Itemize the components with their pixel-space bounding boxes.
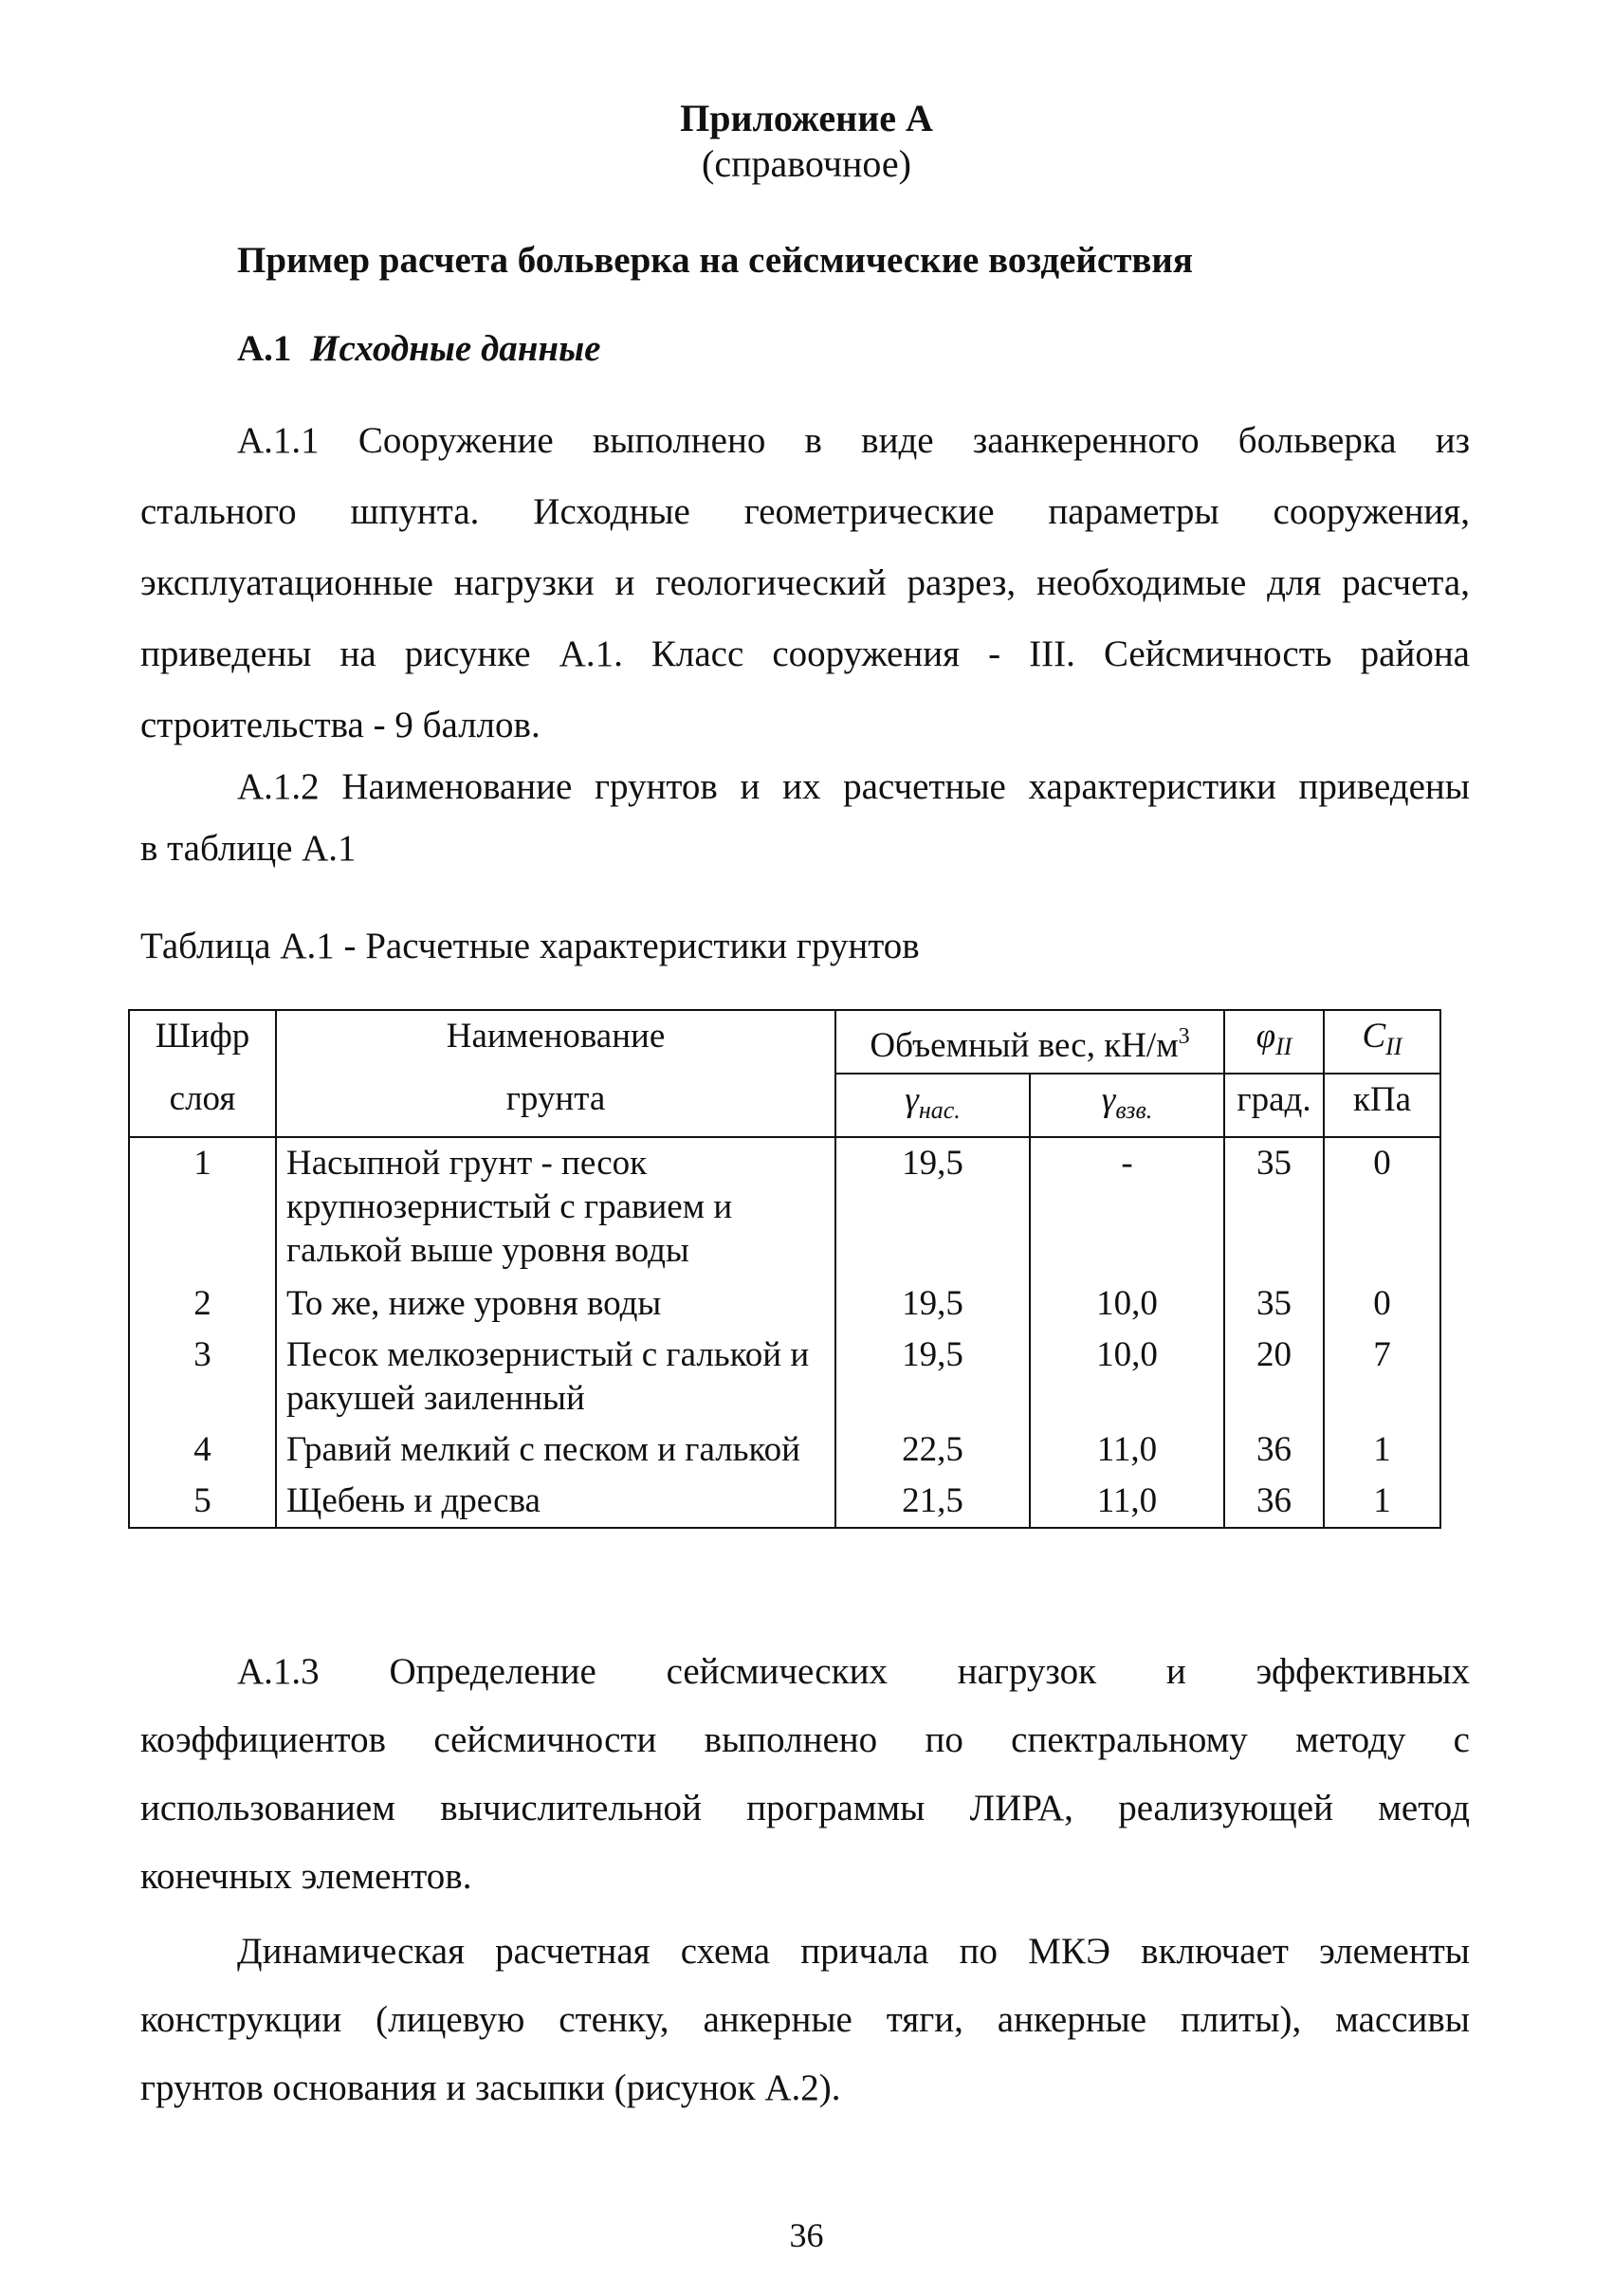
section-title: Исходные данные: [310, 328, 601, 369]
gamma-symbol: γ: [905, 1080, 919, 1119]
paragraph-a-1-1: [140, 417, 1470, 749]
cell-c: 1: [1324, 1476, 1440, 1528]
cell-c: 7: [1324, 1330, 1440, 1424]
superscript: 3: [1178, 1024, 1190, 1049]
cell-phi: 36: [1224, 1424, 1324, 1476]
header-text: Наименование: [446, 1017, 666, 1056]
cell-code: 1: [129, 1137, 276, 1278]
text-line: использованием вычислительной программы ЛИРА, реализующей метод: [140, 1788, 1470, 1828]
cell-name: Гравий мелкий с песком и галькой: [276, 1424, 835, 1476]
subscript: II: [1385, 1033, 1402, 1060]
cell-gamma-sus: -: [1030, 1137, 1224, 1278]
text-line: в таблице А.1: [140, 828, 357, 869]
paragraph-a-1-3: [140, 1648, 1470, 1901]
text-line: стального шпунта. Исходные геометрические параметры сооружения,: [140, 491, 1470, 532]
section-number: А.1: [237, 328, 292, 369]
text-line: грунтов основания и засыпки (рисунок А.2).: [140, 2067, 841, 2108]
cell-name: То же, ниже уровня воды: [276, 1278, 835, 1330]
text-line: строительства - 9 баллов.: [140, 705, 541, 745]
header-c: [1324, 1010, 1440, 1074]
cell-gamma-sat: 19,5: [835, 1330, 1030, 1424]
cell-phi: 35: [1224, 1278, 1324, 1330]
table-row: [129, 1424, 1440, 1476]
cell-c: 1: [1324, 1424, 1440, 1476]
text-line: А.1.3 Определение сейсмических нагрузок и эффективных: [237, 1651, 1470, 1692]
cell-gamma-sus: 11,0: [1030, 1476, 1224, 1528]
paragraph-dynamic-scheme: [140, 1928, 1470, 2112]
header-phi-unit: град.: [1224, 1074, 1324, 1137]
header-c-unit: кПа: [1324, 1074, 1440, 1137]
header-text: слоя: [169, 1079, 236, 1118]
c-symbol: C: [1362, 1017, 1386, 1056]
cell-c: 0: [1324, 1278, 1440, 1330]
document-heading: Пример расчета больверка на сейсмические воздействия: [237, 240, 1193, 281]
appendix-title: Приложение А: [680, 97, 933, 139]
text-line: эксплуатационные нагрузки и геологический разрез, необходимые для расчета,: [140, 562, 1470, 603]
text-line: приведены на рисунке А.1. Класс сооружения - III. Сейсмичность района: [140, 634, 1470, 674]
cell-gamma-sat: 19,5: [835, 1137, 1030, 1278]
text-line: А.1.1 Сооружение выполнено в виде заанкеренного больверка из: [237, 420, 1470, 461]
cell-code: 4: [129, 1424, 276, 1476]
text-line: А.1.2 Наименование грунтов и их расчетные характеристики приведены: [237, 766, 1470, 807]
section-heading: [237, 325, 600, 373]
table-row: [129, 1278, 1440, 1330]
header-text: Объемный вес, кН/м: [870, 1026, 1179, 1065]
header-soil-name: [276, 1010, 835, 1137]
cell-phi: 20: [1224, 1330, 1324, 1424]
header-text: грунта: [505, 1079, 606, 1118]
cell-phi: 36: [1224, 1476, 1324, 1528]
cell-gamma-sus: 10,0: [1030, 1278, 1224, 1330]
text-line: конечных элементов.: [140, 1856, 472, 1897]
header-gamma-sus: [1030, 1074, 1224, 1137]
subscript: взв.: [1115, 1096, 1153, 1124]
subscript: II: [1275, 1033, 1292, 1060]
cell-code: 3: [129, 1330, 276, 1424]
table-caption: Таблица А.1 - Расчетные характеристики грунтов: [140, 926, 920, 966]
header-unit-weight: [835, 1010, 1224, 1074]
cell-gamma-sus: 11,0: [1030, 1424, 1224, 1476]
cell-gamma-sat: 22,5: [835, 1424, 1030, 1476]
table-row: [129, 1137, 1440, 1278]
phi-symbol: φ: [1256, 1017, 1276, 1056]
text-line: Динамическая расчетная схема причала по МКЭ включает элементы: [237, 1931, 1470, 1972]
header-phi: [1224, 1010, 1324, 1074]
page-number: 36: [789, 2216, 824, 2254]
table-row: [129, 1476, 1440, 1528]
cell-phi: 35: [1224, 1137, 1324, 1278]
cell-code: 5: [129, 1476, 276, 1528]
text-line: конструкции (лицевую стенку, анкерные тяги, анкерные плиты), массивы: [140, 1999, 1470, 2040]
gamma-symbol: γ: [1101, 1080, 1116, 1119]
appendix-subtitle: (справочное): [702, 142, 911, 185]
subscript: нас.: [918, 1096, 961, 1124]
cell-gamma-sat: 21,5: [835, 1476, 1030, 1528]
cell-name: Насыпной грунт - песок крупнозернистый с гравием и галькой выше уровня воды: [276, 1137, 835, 1278]
soil-characteristics-table: [128, 1009, 1441, 1529]
header-layer-code: [129, 1010, 276, 1137]
header-text: Шифр: [155, 1017, 250, 1056]
cell-name: Песок мелкозернистый с галькой и ракушей заиленный: [276, 1330, 835, 1424]
cell-gamma-sat: 19,5: [835, 1278, 1030, 1330]
text-line: коэффициентов сейсмичности выполнено по спектральному методу с: [140, 1719, 1470, 1760]
cell-code: 2: [129, 1278, 276, 1330]
paragraph-a-1-2: [140, 763, 1470, 872]
cell-gamma-sus: 10,0: [1030, 1330, 1224, 1424]
header-gamma-sat: [835, 1074, 1030, 1137]
cell-name: Щебень и дресва: [276, 1476, 835, 1528]
cell-c: 0: [1324, 1137, 1440, 1278]
table-row: [129, 1330, 1440, 1424]
